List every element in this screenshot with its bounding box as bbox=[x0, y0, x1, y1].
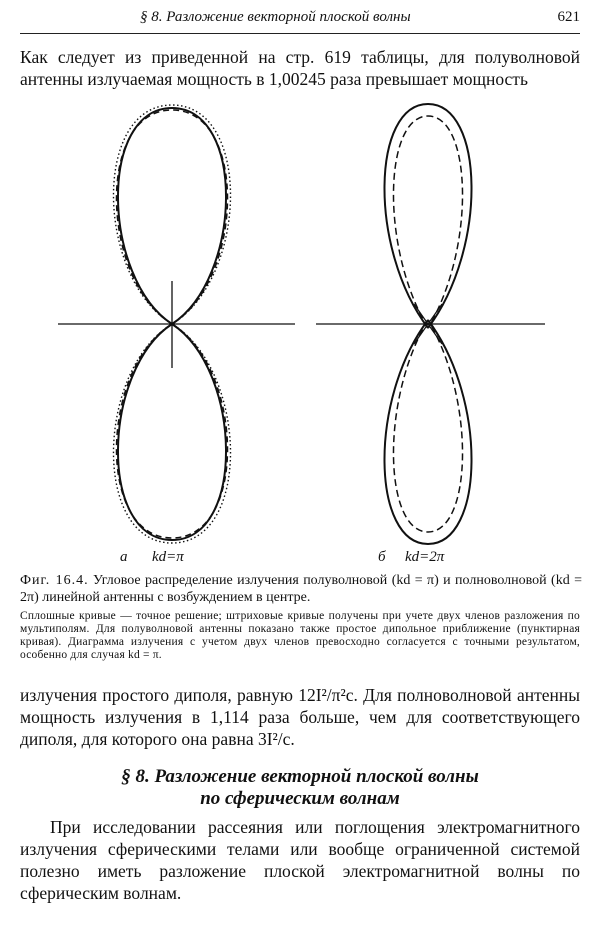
figure-caption bbox=[20, 572, 582, 606]
running-title: § 8. Разложение векторной плоской волны bbox=[140, 9, 411, 25]
page-number: 621 bbox=[557, 9, 580, 25]
paragraph-2: излучения простого диполя, равную 12I²/π²c. Для полноволновой антенны мощность излучения в 1,114 раза больше, чем для соответствующего диполя, для которого она равна 3I²/c. bbox=[20, 685, 580, 749]
panel-b-letter: б bbox=[378, 549, 386, 565]
intro-paragraph: Как следует из приведенной на стр. 619 таблицы, для полуволновой антенны излучаемая мощность в 1,00245 раза превышает мощность bbox=[20, 47, 580, 89]
figure-caption-note: Сплошные кривые — точное решение; штриховые кривые получены при учете двух членов разложения по мультиполям. Для полуволновой антенны показано также простое дипольное приближение (пунктирная кривая). Диаграмма излучения с учетом двух членов превосходно согласуется с точными результатом, особенно для случая kd = π. bbox=[20, 610, 580, 661]
section-title-line-1: § 8. Разложение векторной плоской волны bbox=[121, 766, 479, 787]
paragraph-3: При исследовании рассеяния или поглощения электромагнитного излучения сферическими телами или вообще ограниченной системой полезно иметь разложение плоской электромагнитной волны по сферическим волнам. bbox=[20, 817, 580, 903]
radiation-pattern-figure bbox=[0, 98, 600, 548]
panel-b-equation: kd=2π bbox=[405, 549, 445, 565]
header-rule bbox=[20, 33, 580, 34]
section-heading bbox=[20, 766, 580, 810]
panel-a-equation: kd=π bbox=[152, 549, 184, 565]
section-title-line-2: по сферическим волнам bbox=[200, 788, 400, 809]
figure-label: Фиг. 16.4. bbox=[20, 573, 89, 588]
panel-a-letter: а bbox=[120, 549, 128, 565]
page-header bbox=[0, 0, 600, 36]
figure-caption-text: Угловое распределение излучения полуволновой (kd = π) и полноволновой (kd = 2π) линейной антенны с возбуждением в центре. bbox=[20, 573, 583, 605]
panel-b-diagram bbox=[316, 104, 545, 544]
panel-a-diagram bbox=[58, 105, 295, 543]
